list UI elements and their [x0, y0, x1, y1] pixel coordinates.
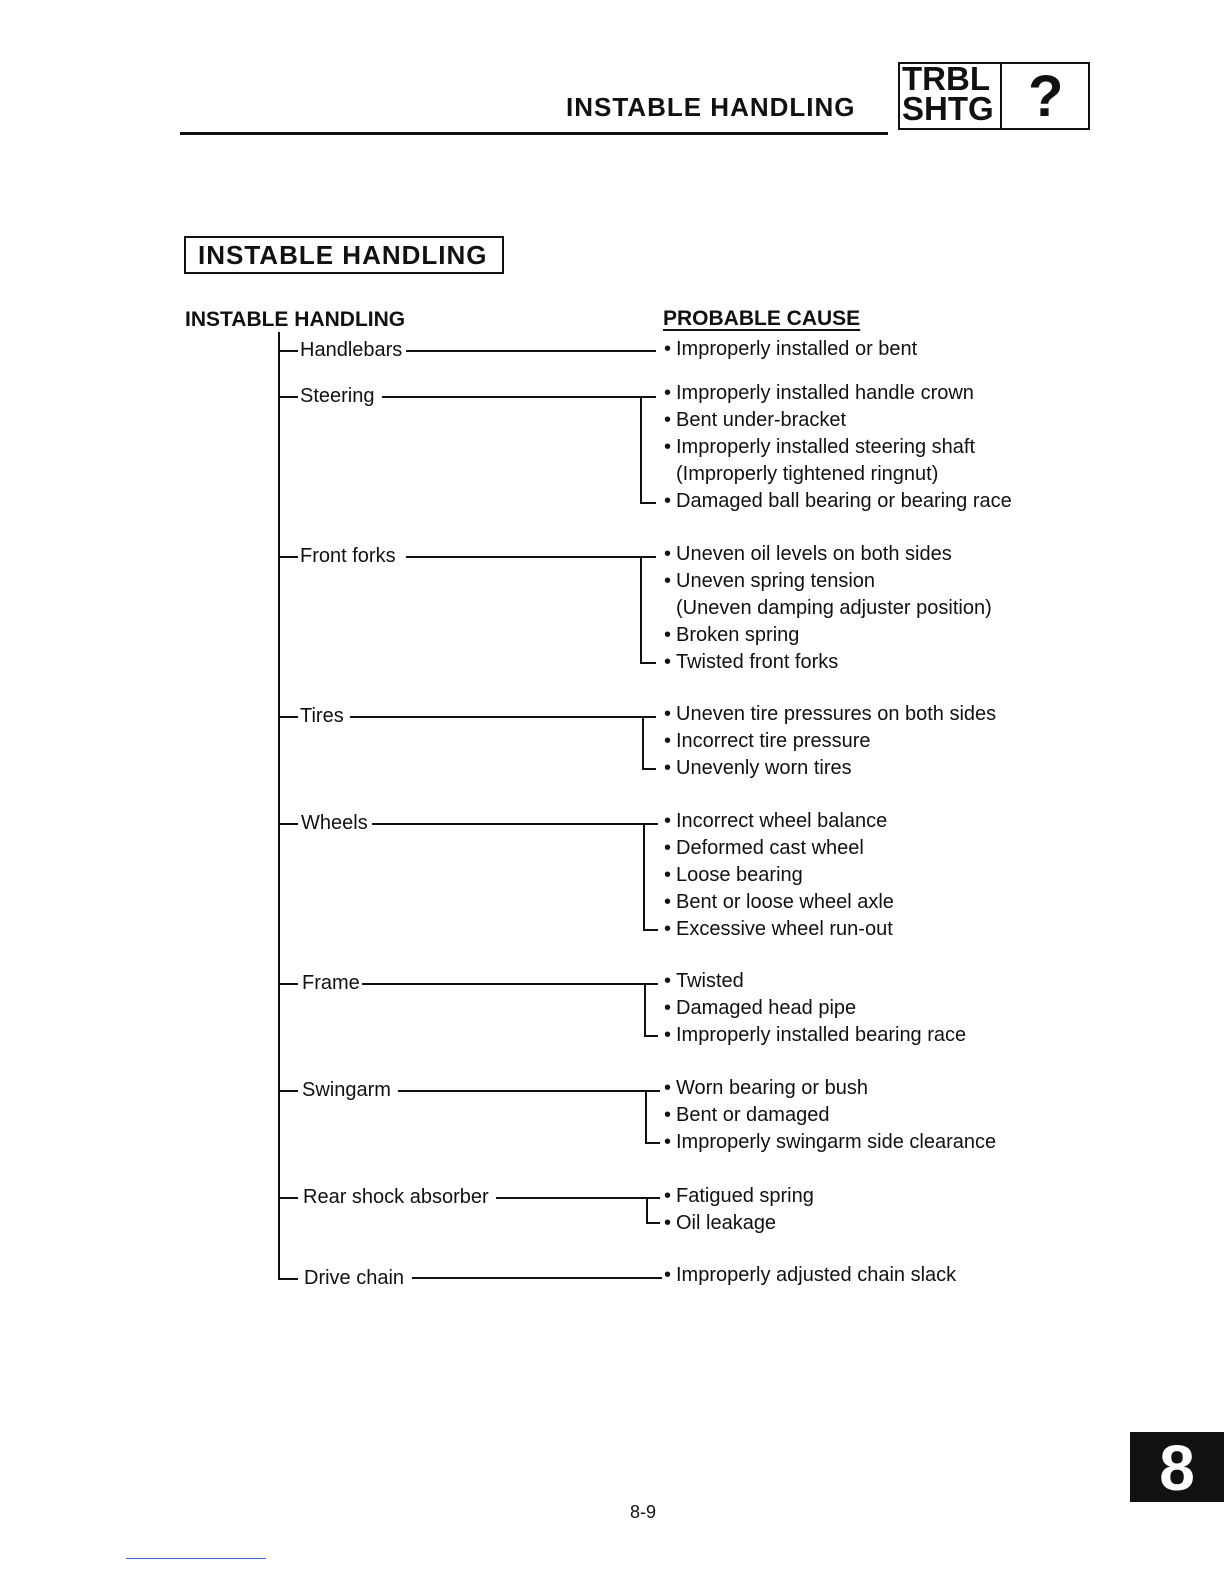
- cause-item: • Unevenly worn tires: [664, 757, 852, 779]
- footer-line: [126, 1558, 266, 1559]
- symptom-heading: INSTABLE HANDLING: [185, 308, 406, 331]
- cause-item: • Twisted front forks: [664, 651, 839, 673]
- cause-item: • Loose bearing: [664, 864, 803, 886]
- section-code-line2: SHTG: [902, 90, 994, 127]
- cause-bracket: [640, 396, 642, 504]
- cause-item: • Damaged ball bearing or bearing race: [664, 490, 1012, 512]
- cause-item: • Incorrect tire pressure: [664, 730, 871, 752]
- question-mark-icon: ?: [1028, 64, 1064, 129]
- cause-item: • Incorrect wheel balance: [664, 810, 888, 832]
- connector-line: [406, 556, 656, 558]
- main-trunk-line: [278, 332, 280, 1280]
- cause-item: • Fatigued spring: [664, 1185, 814, 1207]
- branch-tick: [278, 1197, 298, 1199]
- bracket-tick: [645, 1142, 660, 1144]
- cause-item: • Uneven oil levels on both sides: [664, 543, 952, 565]
- connector-line: [350, 716, 656, 718]
- cause-item: • Improperly installed handle crown: [664, 382, 974, 404]
- component-handlebars: Handlebars: [300, 339, 406, 362]
- cause-item: • Improperly installed steering shaft: [664, 436, 976, 458]
- section-code-line1: TRBL: [902, 60, 990, 97]
- cause-item: • Deformed cast wheel: [664, 837, 864, 859]
- branch-tick: [278, 396, 298, 398]
- cause-bracket: [642, 716, 644, 770]
- section-code-divider: [1000, 62, 1002, 130]
- connector-line: [412, 1277, 662, 1279]
- cause-item: • Improperly adjusted chain slack: [664, 1264, 957, 1286]
- cause-item: • Broken spring: [664, 624, 800, 646]
- cause-item: • Uneven tire pressures on both sides: [664, 703, 997, 725]
- cause-bracket: [646, 1197, 648, 1224]
- cause-item: • Bent or damaged: [664, 1104, 830, 1126]
- bracket-tick: [640, 662, 656, 664]
- component-rear-shock-absorber: Rear shock absorber: [303, 1186, 493, 1209]
- branch-tick: [278, 556, 298, 558]
- connector-line: [496, 1197, 660, 1199]
- connector-line: [382, 396, 656, 398]
- cause-item: (Uneven damping adjuster position): [676, 597, 992, 619]
- page-header-title: INSTABLE HANDLING: [566, 92, 856, 122]
- page-number: 8-9: [630, 1502, 657, 1522]
- cause-item: • Oil leakage: [664, 1212, 777, 1234]
- cause-item: • Excessive wheel run-out: [664, 918, 893, 940]
- branch-tick: [278, 716, 298, 718]
- section-code: [902, 60, 994, 127]
- bracket-tick: [642, 768, 656, 770]
- cause-item: • Uneven spring tension: [664, 570, 876, 592]
- bracket-tick: [640, 502, 656, 504]
- connector-line: [406, 350, 656, 352]
- branch-tick: [278, 350, 298, 352]
- cause-item: (Improperly tightened ringnut): [676, 463, 939, 485]
- connector-line: [398, 1090, 660, 1092]
- bracket-tick: [646, 1222, 660, 1224]
- cause-item: • Improperly swingarm side clearance: [664, 1131, 997, 1153]
- component-steering: Steering: [300, 385, 379, 408]
- section-title: INSTABLE HANDLING: [184, 236, 504, 274]
- bracket-tick: [643, 929, 658, 931]
- cause-item: • Bent under-bracket: [664, 409, 847, 431]
- cause-item: • Damaged head pipe: [664, 997, 857, 1019]
- component-frame: Frame: [302, 972, 364, 995]
- branch-tick: [278, 823, 298, 825]
- cause-item: • Improperly installed bearing race: [664, 1024, 967, 1046]
- component-wheels: Wheels: [301, 812, 372, 835]
- branch-tick: [278, 1090, 298, 1092]
- component-drive-chain: Drive chain: [304, 1267, 408, 1290]
- connector-line: [362, 983, 658, 985]
- cause-item: • Twisted: [664, 970, 744, 992]
- branch-tick: [278, 1278, 298, 1280]
- cause-bracket: [640, 556, 642, 664]
- connector-line: [372, 823, 658, 825]
- cause-item: • Bent or loose wheel axle: [664, 891, 894, 913]
- component-front-forks: Front forks: [300, 545, 400, 568]
- component-tires: Tires: [300, 705, 348, 728]
- chapter-tab: 8: [1130, 1432, 1224, 1502]
- header-rule: [180, 132, 888, 135]
- branch-tick: [278, 983, 298, 985]
- cause-bracket: [644, 983, 646, 1037]
- cause-bracket: [643, 823, 645, 931]
- cause-bracket: [645, 1090, 647, 1144]
- probable-cause-heading: PROBABLE CAUSE: [663, 307, 861, 330]
- component-swingarm: Swingarm: [302, 1079, 395, 1102]
- cause-item: • Worn bearing or bush: [664, 1077, 868, 1099]
- bracket-tick: [644, 1035, 658, 1037]
- cause-item: • Improperly installed or bent: [664, 338, 918, 360]
